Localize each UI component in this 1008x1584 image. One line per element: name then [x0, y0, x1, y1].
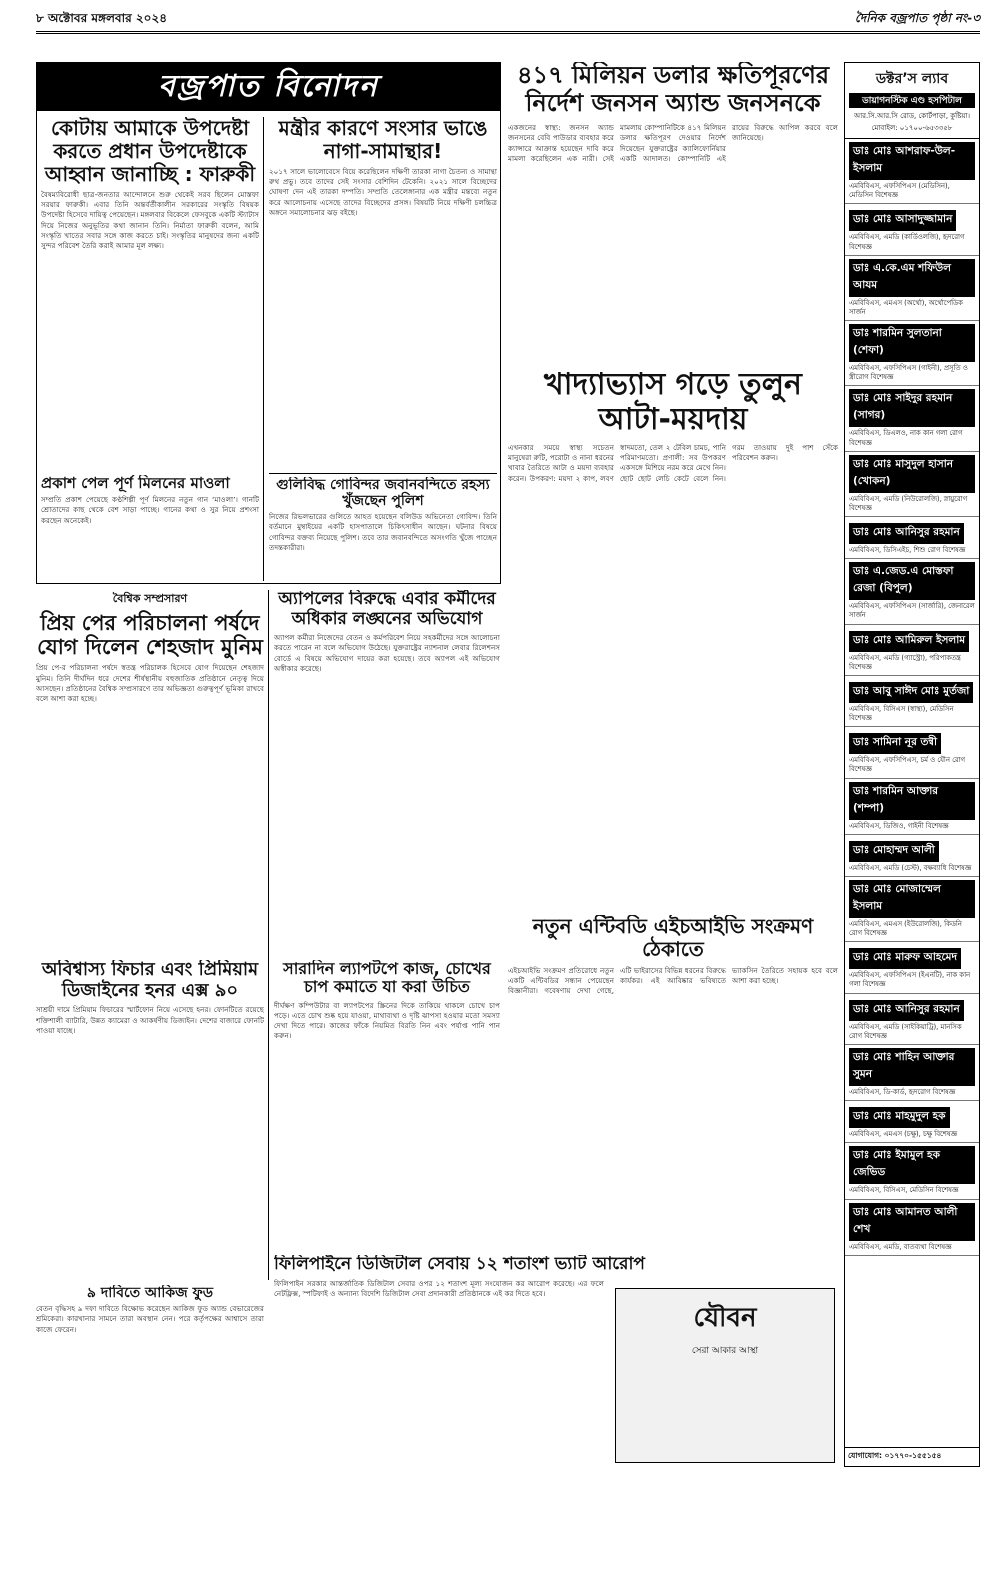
article-khaddo: [508, 368, 838, 908]
ad-tagline: সেরা আকার আস্থা: [691, 1346, 759, 1356]
headline-philippines: ফিলিপাইনে ডিজিটাল সেবায় ১২ শতাংশ ভ্যাট আরোপ: [274, 1255, 645, 1274]
entertainment-section: [36, 62, 501, 584]
article-jonson: [508, 62, 838, 362]
doctor-entry: [845, 559, 979, 624]
doctor-name: ডাঃ শারমিন সুলতানা (শেফা): [849, 324, 975, 362]
body-faruki: বৈষম্যবিরোধী ছাত্র-জনতার আন্দোলনে শুরু থেকেই সরব ছিলেন মোস্তফা সরয়ার ফারুকী। এবার তিনি অন্তর্বর্তীকালীন সরকারের সংস্কৃতি বিষয়ক উপদেষ্টা হিসেবে দায়িত্ব পেয়েছেন। মঙ্গলবার বিকেলে ফেসবুকে একটি স্ট্যাটাস দিয়ে নিজের অনুভূতির কথা জানান তিনি। নির্মাতা ফারুকী বলেন, আমি সংস্কৃতি খাতের সবার সঙ্গে কাজ করতে চাই। সংস্কৃতির মানুষদের জন্য একটি সুন্দর পরিবেশ তৈরি করাই আমার মূল লক্ষ্য।: [41, 190, 259, 251]
doctor-detail: এমবিবিএস, বিসিএস, মেডিসিন বিশেষজ্ঞ: [849, 1186, 959, 1195]
doctor-name: ডাঃ শারমিন আক্তার (শম্পা): [849, 782, 975, 820]
doctor-entry: [845, 386, 979, 451]
lab-subtitle: ডায়াগনস্টিক এণ্ড হসপিটাল: [849, 93, 975, 108]
body-priya: প্রিয় পে-র পরিচালনা পর্ষদে স্বতন্ত্র পরিচালক হিসেবে যোগ দিয়েছেন শেহজাদ মুনিম। তিনি দীর্ঘদিন ধরে দেশের শীর্ষস্থানীয় বহুজাতিক প্রতিষ্ঠানে নেতৃত্ব দিয়ে আসছেন। প্রতিষ্ঠানের বৈশ্বিক সম্প্রসারণে তার অভিজ্ঞতা গুরুত্বপূর্ণ ভূমিকা রাখবে বলে আশা করা হচ্ছে।: [36, 663, 264, 703]
doctor-entry: [845, 994, 979, 1045]
body-gobinda: নিজের রিভলভারের গুলিতে আহত হয়েছেন বলিউড অভিনেতা গোবিন্দ। তিনি বর্তমানে মুম্বাইয়ের একটি হাসপাতালে চিকিৎসাধীন আছেন। ঘটনার বিষয়ে গোবিন্দর বক্তব্য নিয়েছে পুলিশ। তবে তার জবানবন্দিতে অসংগতি খুঁজে পাচ্ছেন তদন্তকারীরা।: [269, 512, 497, 552]
body-honor: সাশ্রয়ী দামে প্রিমিয়াম ফিচারের স্মার্টফোন নিয়ে এসেছে হনর। ফোনটিতে রয়েছে শক্তিশালী ব্যাটারি, উন্নত ক্যামেরা ও আকর্ষণীয় ডিজাইন। দেশের বাজারে ফোনটি পাওয়া যাচ্ছে।: [36, 1005, 264, 1035]
lab-phone: মোবাইল: ০১৭০০-৬৫৩৩৫৮: [871, 124, 953, 132]
doctor-entry: [845, 676, 979, 727]
doctor-detail: এমবিবিএস, এমডি (গ্যাস্ট্রো), পরিপাকতন্ত্র বিশেষজ্ঞ: [849, 653, 961, 671]
doctor-entry: [845, 1200, 979, 1256]
article-apple: [274, 590, 500, 955]
headline-priya: প্রিয় পের পরিচালনা পর্ষদে যোগ দিলেন শেহজাদ মুনিম: [37, 611, 263, 660]
article-honor: [36, 960, 264, 1260]
headline-prokash: প্রকাশ পেল পূর্ণ মিলনের মাওলা: [41, 475, 230, 492]
doctor-name: ডাঃ মোঃ ইমামুল হক জেভিড: [849, 1146, 975, 1184]
doctor-detail: এমবিবিএস, এমডি (নিউরোলজি), স্নায়ুরোগ বিশেষজ্ঞ: [849, 494, 968, 512]
doctor-detail: এমবিবিএস, এফসিপিএস (গাইনী), প্রসূতি ও স্ত্রীরোগ বিশেষজ্ঞ: [849, 364, 968, 382]
article-priya: [36, 590, 264, 955]
advertisement: [615, 1288, 835, 1463]
body-laptop: দীর্ঘক্ষণ কম্পিউটার বা ল্যাপটপের স্ক্রিনের দিকে তাকিয়ে থাকলে চোখে চাপ পড়ে। এতে চোখ শুষ্ক হয়ে যাওয়া, মাথাব্যথা ও দৃষ্টি ঝাপসা হওয়ার মতো সমস্যা দেখা দিতে পারে। কাজের ফাঁকে নিয়মিত বিরতি নিন এবং পর্যাপ্ত পানি পান করুন।: [274, 1000, 500, 1041]
headline-apple: অ্যাপলের বিরুদ্ধে এবার কর্মীদের অধিকার লঙ্ঘনের অভিযোগ: [278, 590, 496, 629]
doctor-detail: এমবিবিএস, এমডি (কার্ডিওলজি), হৃদরোগ বিশেষজ্ঞ: [849, 233, 965, 251]
doctor-name: ডাঃ মোঃ সাইদুর রহমান (সাগর): [849, 389, 975, 427]
headline-jonson: ৪১৭ মিলিয়ন ডলার ক্ষতিপূরণের নির্দেশ জনসন অ্যান্ড জনসনকে: [516, 62, 830, 117]
article-naga: [269, 117, 497, 357]
doctor-name: ডাঃ মোঃ আমিরুল ইসলাম: [849, 631, 969, 652]
doctor-detail: এমবিবিএস, এফসিপিএস (মেডিসিন), মেডিসিন বিশেষজ্ঞ: [849, 182, 950, 200]
section-banner: বজ্রপাত বিনোদন: [37, 63, 500, 111]
article-akij: [36, 1285, 264, 1460]
doctor-entry: [845, 942, 979, 993]
ad-title: যৌবন: [693, 1303, 757, 1333]
doctor-detail: এমবিবিএস, ডিসিএইচ, শিশু রোগ বিশেষজ্ঞ: [849, 546, 966, 555]
doctor-name: ডাঃ সামিনা নূর তন্বী: [849, 733, 941, 754]
doctors-directory: [844, 62, 980, 1467]
doctor-detail: এমবিবিএস, ডিএলও, নাক কান গলা রোগ বিশেষজ্ঞ: [849, 429, 963, 447]
doctor-list: [845, 139, 979, 1256]
lab-title: ডক্টর’স ল্যাব: [875, 71, 949, 87]
doctor-name: ডাঃ মোঃ আসাদুজ্জামান: [849, 210, 956, 231]
doctor-name: ডাঃ আবু সাঈদ মোঃ মুর্তজা: [849, 682, 973, 703]
body-jonson: একজনের স্বাস্থ্য: জনসন অ্যান্ড জনসনের বেবি পাউডার ব্যবহার করে ক্যান্সারে আক্রান্ত হয়েছেন দাবি করে মামলা করেছিলেন এক নারী। সেই মামলায় কোম্পানিটিকে ৪১৭ মিলিয়ন ডলার ক্ষতিপূরণ দেওয়ার নির্দেশ দিয়েছেন যুক্তরাষ্ট্রের ক্যালিফোর্নিয়ার একটি আদালত। কোম্পানিটি এই রায়ের বিরুদ্ধে আপিল করবে বলে জানিয়েছে।: [508, 123, 838, 163]
doctor-detail: এমবিবিএস, ডি-কার্ড, হৃদরোগ বিশেষজ্ঞ: [849, 1087, 956, 1096]
headline-naga: মন্ত্রীর কারণে সংসার ভাঙে নাগা-সামান্থার!: [278, 117, 488, 163]
doctor-detail: এমবিবিএস, এমএস (ইউরোলজি), কিডনি রোগ বিশেষজ্ঞ: [849, 919, 962, 938]
doctor-detail: এমবিবিএস, এমডি, বাতব্যথা বিশেষজ্ঞ: [849, 1242, 952, 1251]
body-prokash: সম্প্রতি প্রকাশ পেয়েছে কণ্ঠশিল্পী পূর্ণ মিলনের নতুন গান ‘মাওলা’। গানটি শ্রোতাদের কাছ থেকে বেশ সাড়া পাচ্ছে। গানের কথা ও সুর নিয়ে প্রশংসা করছেন অনেকেই।: [41, 495, 259, 525]
doctor-entry: [845, 625, 979, 676]
doctor-detail: এমবিবিএস, এমএস (অর্থো), অর্থোপেডিক সার্জন: [849, 298, 963, 316]
headline-akij: ৯ দাবিতে আকিজ ফুড: [86, 1285, 214, 1301]
doctor-detail: এমবিবিএস, এমএস (চক্ষু), চক্ষু বিশেষজ্ঞ: [849, 1130, 958, 1139]
headline-hiv: নতুন এন্টিবডি এইচআইভি সংক্রমণ ঠেকাতে: [532, 915, 814, 961]
doctor-entry: [845, 727, 979, 778]
headline-laptop: সারাদিন ল্যাপটপে কাজ, চোখের চাপ কমাতে যা করা উচিত: [283, 960, 491, 997]
body-akij: বেতন বৃদ্ধিসহ ৯ দফা দাবিতে বিক্ষোভ করেছেন আকিজ ফুড অ্যান্ড বেভারেজের শ্রমিকেরা। কারখানার সামনে তারা অবস্থান নেন। পরে কর্তৃপক্ষের আশ্বাসে তারা কাজে ফেরেন।: [36, 1304, 264, 1334]
article-gobinda: [269, 477, 497, 581]
article-hiv: [508, 915, 838, 1245]
doctor-entry: [845, 256, 979, 321]
doctor-detail: এমবিবিএস, এমডি (সাইকিয়াট্রি), মানসিক রোগ বিশেষজ্ঞ: [849, 1022, 962, 1040]
page-info: দৈনিক বজ্রপাত পৃষ্ঠা নং-৩: [854, 10, 980, 25]
body-philippines: ফিলিপাইন সরকার আন্তর্জাতিক ডিজিটাল সেবার ওপর ১২ শতাংশ মূল্য সংযোজন কর আরোপ করেছে। এর ফলে নেটফ্লিক্স, স্পটিফাই ও অন্যান্য বিদেশি ডিজিটাল সেবা প্রদানকারী প্রতিষ্ঠানকে এই কর দিতে হবে।: [274, 1278, 604, 1298]
doctor-detail: এমবিবিএস, এফসিপিএস, চর্ম ও যৌন রোগ বিশেষজ্ঞ: [849, 756, 966, 774]
doctor-name: ডাঃ মোঃ আমানত আলী শেখ: [849, 1203, 975, 1241]
doctor-name: ডাঃ মোঃ মারুফ আহমেদ: [849, 948, 961, 969]
doctor-name: ডাঃ মোঃ মাহমুদুল হক: [849, 1107, 950, 1128]
doctor-entry: [845, 321, 979, 386]
doctor-name: ডাঃ মোঃ আশরাফ-উল-ইসলাম: [849, 142, 975, 180]
body-apple: অ্যাপল কর্মীরা নিজেদের বেতন ও কর্মপরিবেশ নিয়ে সহকর্মীদের সঙ্গে আলোচনা করতে পারেন না বলে অভিযোগ উঠেছে। যুক্তরাষ্ট্রের ন্যাশনাল লেবার রিলেশনস বোর্ডে এ বিষয়ে অভিযোগ দায়ের করা হয়েছে। তবে অ্যাপল এই অভিযোগ অস্বীকার করেছে।: [274, 633, 500, 673]
doctor-entry: [845, 835, 979, 877]
headline-gobinda: গুলিবিদ্ধ গোবিন্দর জবানবন্দিতে রহস্য খুঁজছেন পুলিশ: [276, 477, 490, 510]
body-khaddo: এখনকার সময়ে স্বাস্থ্য সচেতন মানুষেরা রুটি, পরোটা ও নানা ধরনের খাবার তৈরিতে আটা ও ময়দা ব্যবহার করেন। উপকরণ: ময়দা ২ কাপ, লবণ স্বাদমতো, তেল ২ টেবিল চামচ, পানি পরিমাণমতো। প্রণালী: সব উপকরণ একসঙ্গে মিশিয়ে নরম করে মেখে নিন। ছোট ছোট লেচি কেটে বেলে নিন। গরম তাওয়ায় দুই পাশ সেঁকে পরিবেশন করুন।: [508, 443, 838, 483]
doctor-entry: [845, 1101, 979, 1143]
doctor-entry: [845, 139, 979, 204]
body-hiv: এইচআইভি সংক্রমণ প্রতিরোধে নতুন একটি এন্টিবডির সন্ধান পেয়েছেন বিজ্ঞানীরা। গবেষণায় দেখা গেছে, এটি ভাইরাসের বিভিন্ন ধরনের বিরুদ্ধে কার্যকর। এই আবিষ্কার ভবিষ্যতে ভ্যাকসিন তৈরিতে সহায়ক হবে বলে আশা করা হচ্ছে।: [508, 966, 838, 996]
doctor-name: ডাঃ এ.কে.এম শফিউল আযম: [849, 259, 975, 297]
doctor-detail: এমবিবিএস, এফসিপিএস (সার্জারি), জেনারেল সার্জন: [849, 602, 975, 620]
doctor-entry: [845, 517, 979, 559]
headline-honor: অবিশ্বাস্য ফিচার এবং প্রিমিয়াম ডিজাইনের হনর এক্স ৯০: [41, 960, 259, 1001]
doctor-name: ডাঃ মোঃ আনিসুর রহমান: [849, 1000, 964, 1021]
headline-khaddo: খাদ্যাভ্যাস গড়ে তুলুন আটা-ময়দায়: [544, 368, 802, 437]
doctor-name: ডাঃ মোঃ মোজাম্মেল ইসলাম: [849, 880, 975, 918]
doctor-contact: যোগাযোগ: ০১৭৭০-১৫৫১৫৪: [845, 1447, 979, 1466]
page-header: [36, 8, 980, 34]
doctor-detail: এমবিবিএস, এমডি (চেস্ট), বক্ষব্যাধি বিশেষজ্ঞ: [849, 863, 972, 872]
article-prokash: [41, 475, 259, 581]
body-naga: ২০১৭ সালে ভালোবেসে বিয়ে করেছিলেন দক্ষিণী তারকা নাগা চৈতন্য ও সামান্থা রুথ প্রভু। তবে তাদের সেই সংসার বেশিদিন টেকেনি। ২০২১ সালে বিচ্ছেদের ঘোষণা দেন এই তারকা দম্পতি। সম্প্রতি তেলেঙ্গানার এক মন্ত্রীর মন্তব্যে নতুন করে আলোচনায় এসেছে তাদের বিচ্ছেদের প্রসঙ্গ। বিষয়টি নিয়ে দক্ষিণী চলচ্চিত্র অঙ্গনে সমালোচনার ঝড় বইছে।: [269, 167, 497, 217]
doctor-entry: [845, 877, 979, 942]
doctor-detail: এমবিবিএস, ডিজিও, গাইনী বিশেষজ্ঞ: [849, 821, 949, 830]
doctor-detail: এমবিবিএস, বিসিএস (স্বাস্থ্য), মেডিসিন বিশেষজ্ঞ: [849, 704, 954, 723]
doctor-detail: এমবিবিএস, এফসিপিএস (ইএনটি), নাক কান গলা বিশেষজ্ঞ: [849, 971, 971, 989]
doctor-entry: [845, 204, 979, 255]
doctor-name: ডাঃ মোঃ শাহিন আক্তার সুমন: [849, 1048, 975, 1086]
article-laptop: [274, 960, 500, 1260]
doctor-name: ডাঃ মোহাম্মদ আলী: [849, 841, 939, 862]
doctor-entry: [845, 779, 979, 835]
doctor-name: ডাঃ এ.জেড.এ মোস্তফা রেজা (বিপুল): [849, 562, 975, 600]
issue-date: ৮ অক্টোবর মঙ্গলবার ২০২৪: [36, 10, 168, 25]
doctor-entry: [845, 452, 979, 517]
doctor-entry: [845, 1143, 979, 1199]
doctor-name: ডাঃ মোঃ আনিসুর রহমান: [849, 523, 964, 544]
doctor-entry: [845, 1045, 979, 1101]
doctor-name: ডাঃ মোঃ মাসুদুল হাসান (খোকন): [849, 455, 975, 493]
headline-faruki: কোটায় আমাকে উপদেষ্টা করতে প্রধান উপদেষ্টাকে আহ্বান জানাচ্ছি : ফারুকী: [44, 117, 256, 186]
lab-address: আর.সি.আর.সি রোড, কোর্টপাড়া, কুষ্টিয়া।: [853, 112, 971, 120]
kicker-priya: বৈশ্বিক সম্প্রসারণ: [112, 592, 188, 605]
